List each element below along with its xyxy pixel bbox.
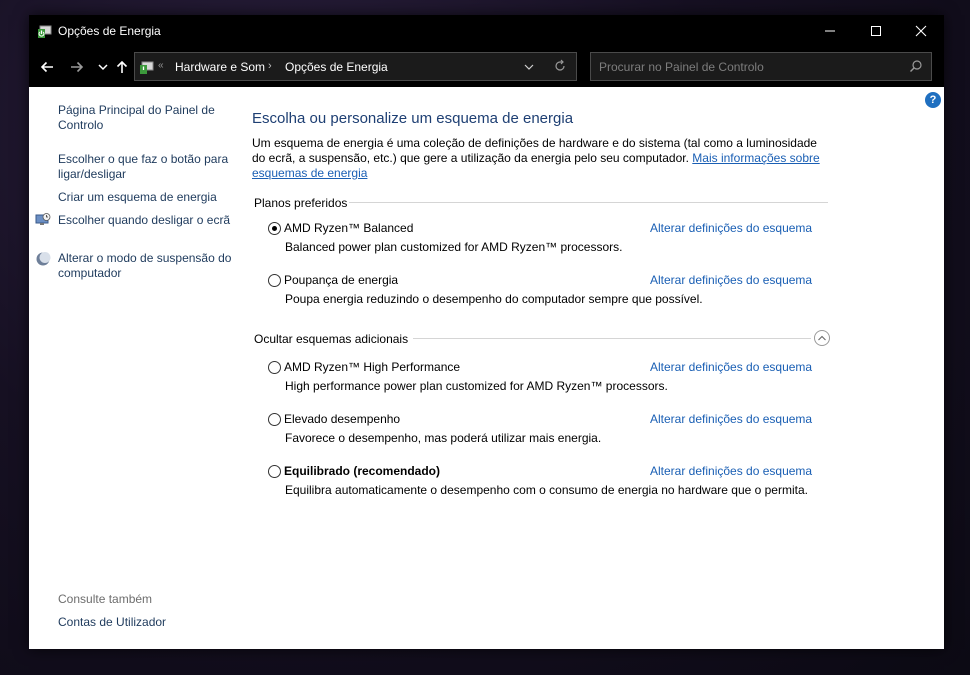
address-overflow-chevron[interactable]: « (158, 60, 164, 71)
arrow-right-icon (70, 60, 84, 74)
arrow-up-icon (115, 60, 129, 74)
plan-name[interactable]: Elevado desempenho (284, 412, 401, 426)
plan-radio[interactable] (268, 465, 281, 478)
help-icon[interactable]: ? (925, 92, 941, 108)
sidebar-item-display-off[interactable]: Escolher quando desligar o ecrã (58, 213, 231, 227)
close-button[interactable] (898, 15, 944, 47)
chevron-down-icon[interactable] (523, 61, 535, 73)
plan-amd-high-performance (268, 360, 858, 400)
plan-radio[interactable] (268, 222, 281, 235)
maximize-icon (870, 25, 882, 37)
change-plan-settings-link[interactable]: Alterar definições do esquema (650, 221, 813, 235)
minimize-icon (824, 25, 836, 37)
forward-button[interactable] (67, 57, 87, 77)
breadcrumb-power-options[interactable]: Opções de Energia (285, 60, 388, 74)
address-bar[interactable] (134, 52, 577, 81)
intro-description: Um esquema de energia é uma coleção de definições de hardware e do sistema (tal como a luminosidade do ecrã, a suspensão, etc.) que gere a utilização da energia pelo seu computador. (252, 136, 817, 165)
arrow-left-icon (40, 60, 54, 74)
preferred-plans-divider (349, 202, 828, 203)
search-box[interactable] (590, 52, 932, 81)
change-plan-settings-link[interactable]: Alterar definições do esquema (650, 360, 813, 374)
change-plan-settings-link[interactable]: Alterar definições do esquema (650, 464, 813, 478)
plan-radio[interactable] (268, 361, 281, 374)
plan-description: High performance power plan customized for AMD Ryzen™ processors. (285, 379, 668, 393)
plan-balanced-recommended (268, 464, 858, 504)
more-info-link[interactable]: Mais informações sobre esquemas de energia (252, 151, 820, 180)
sidebar-item-control-panel-home[interactable]: Página Principal do Painel de Controlo (58, 103, 215, 132)
plan-radio[interactable] (268, 413, 281, 426)
window-title: Opções de Energia (58, 24, 161, 38)
hide-additional-plans-label[interactable]: Ocultar esquemas adicionais (254, 332, 409, 346)
back-button[interactable] (37, 57, 57, 77)
plan-name[interactable]: Poupança de energia (284, 273, 399, 287)
sidebar-item-create-plan[interactable]: Criar um esquema de energia (58, 190, 217, 204)
title-bar[interactable] (29, 15, 944, 47)
monitor-clock-icon (35, 212, 51, 228)
chevron-up-icon (818, 335, 826, 341)
power-options-icon (37, 23, 53, 39)
up-button[interactable] (112, 57, 132, 77)
collapse-additional-plans-button[interactable] (814, 330, 830, 346)
navigation-bar (29, 47, 944, 87)
plan-name[interactable]: AMD Ryzen™ Balanced (284, 221, 414, 235)
moon-icon (35, 251, 51, 267)
maximize-button[interactable] (853, 15, 899, 47)
plan-description: Poupa energia reduzindo o desempenho do computador sempre que possível. (285, 292, 703, 306)
page-title: Escolha ou personalize um esquema de energia (252, 110, 574, 127)
plan-high-performance (268, 412, 858, 452)
chevron-down-icon (96, 60, 110, 74)
minimize-button[interactable] (807, 15, 853, 47)
plan-power-saver (268, 273, 858, 313)
power-options-window (29, 15, 944, 649)
plan-name[interactable]: Equilibrado (recomendado) (284, 464, 441, 478)
change-plan-settings-link[interactable]: Alterar definições do esquema (650, 273, 813, 287)
sidebar-item-sleep[interactable]: Alterar o modo de suspensão do computador (58, 251, 232, 280)
change-plan-settings-link[interactable]: Alterar definições do esquema (650, 412, 813, 426)
sidebar-item-power-button[interactable]: Escolher o que faz o botão para ligar/desligar (58, 152, 229, 181)
plan-radio[interactable] (268, 274, 281, 287)
recent-locations-button[interactable] (93, 57, 113, 77)
close-icon (915, 25, 927, 37)
breadcrumb-separator[interactable]: › (268, 60, 272, 72)
search-icon[interactable] (909, 59, 923, 73)
plan-description: Favorece o desempenho, mas poderá utilizar mais energia. (285, 431, 602, 445)
plan-amd-balanced (268, 221, 858, 261)
plan-description: Equilibra automaticamente o desempenho com o consumo de energia no hardware que o permita. (285, 483, 808, 497)
breadcrumb-hardware-sound[interactable]: Hardware e Som (175, 60, 266, 74)
plan-name[interactable]: AMD Ryzen™ High Performance (284, 360, 461, 374)
see-also-heading: Consulte também (58, 592, 153, 606)
additional-plans-divider (413, 338, 811, 339)
power-options-icon (139, 59, 155, 75)
preferred-plans-label: Planos preferidos (254, 196, 348, 210)
user-accounts-link[interactable]: Contas de Utilizador (58, 615, 167, 629)
refresh-icon[interactable] (553, 59, 567, 73)
plan-description: Balanced power plan customized for AMD Ryzen™ processors. (285, 240, 623, 254)
intro-text (252, 136, 832, 181)
search-input[interactable]: Procurar no Painel de Controlo (599, 60, 764, 74)
